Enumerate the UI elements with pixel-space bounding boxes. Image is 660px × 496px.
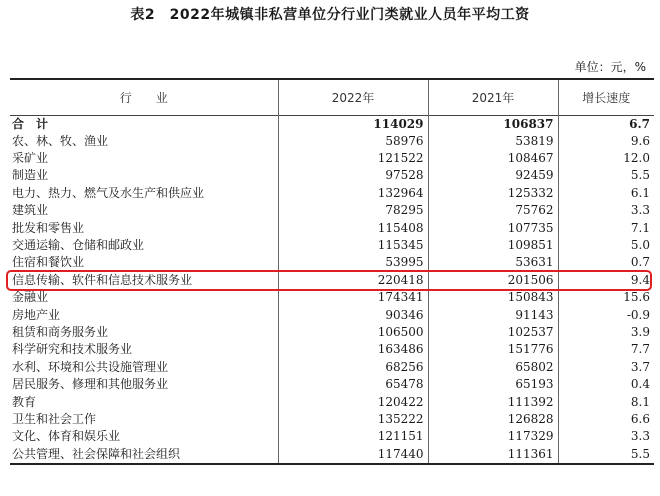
table-row bbox=[10, 376, 654, 393]
value-2022-cell: 220418 bbox=[278, 272, 428, 289]
growth-cell: 6.6 bbox=[558, 411, 654, 428]
growth-cell: 3.3 bbox=[558, 428, 654, 445]
value-2021-cell: 108467 bbox=[428, 150, 558, 167]
table-row bbox=[10, 185, 654, 202]
value-2021-cell: 65193 bbox=[428, 376, 558, 393]
header-industry: 行 业 bbox=[119, 90, 168, 105]
table-row bbox=[10, 306, 654, 323]
growth-cell: 5.5 bbox=[558, 446, 654, 464]
table-row bbox=[10, 167, 654, 184]
industry-cell: 租赁和商务服务业 bbox=[12, 324, 109, 339]
value-2021-cell: 126828 bbox=[428, 411, 558, 428]
growth-cell: 0.4 bbox=[558, 376, 654, 393]
value-2022-cell: 90346 bbox=[278, 306, 428, 323]
growth-cell: 0.7 bbox=[558, 254, 654, 271]
value-2022-cell: 117440 bbox=[278, 446, 428, 464]
wage-table bbox=[10, 78, 654, 465]
industry-cell: 批发和零售业 bbox=[12, 220, 85, 235]
table-row bbox=[10, 150, 654, 167]
industry-cell: 公共管理、社会保障和社会组织 bbox=[12, 446, 181, 461]
value-2022-cell: 163486 bbox=[278, 341, 428, 358]
growth-cell: -0.9 bbox=[558, 306, 654, 323]
value-2022-cell: 115345 bbox=[278, 237, 428, 254]
value-2022-cell: 121151 bbox=[278, 428, 428, 445]
value-2022-cell: 97528 bbox=[278, 167, 428, 184]
table-row bbox=[10, 359, 654, 376]
growth-cell: 9.4 bbox=[558, 272, 654, 289]
table-row bbox=[10, 289, 654, 306]
industry-cell: 科学研究和技术服务业 bbox=[12, 342, 133, 357]
industry-cell: 金融业 bbox=[12, 290, 49, 305]
growth-cell: 12.0 bbox=[558, 150, 654, 167]
table-row bbox=[10, 446, 654, 464]
table-row bbox=[10, 219, 654, 236]
industry-cell: 交通运输、仓储和邮政业 bbox=[12, 238, 145, 253]
value-2021-cell: 111392 bbox=[428, 393, 558, 410]
value-2021-cell: 92459 bbox=[428, 167, 558, 184]
table-row bbox=[10, 133, 654, 150]
table-row bbox=[10, 202, 654, 219]
header-2021: 2021年 bbox=[428, 79, 558, 115]
industry-cell: 制造业 bbox=[12, 168, 49, 183]
value-2021-cell: 150843 bbox=[428, 289, 558, 306]
table-row bbox=[10, 393, 654, 410]
header-2022: 2022年 bbox=[278, 79, 428, 115]
table-row bbox=[10, 411, 654, 428]
growth-cell: 5.5 bbox=[558, 167, 654, 184]
industry-cell: 农、林、牧、渔业 bbox=[12, 133, 109, 148]
value-2022-cell: 106500 bbox=[278, 324, 428, 341]
header-growth: 增长速度 bbox=[558, 79, 654, 115]
value-2022-cell: 120422 bbox=[278, 393, 428, 410]
industry-cell: 居民服务、修理和其他服务业 bbox=[12, 377, 169, 392]
industry-cell: 水利、环境和公共设施管理业 bbox=[12, 359, 169, 374]
industry-cell: 采矿业 bbox=[12, 151, 49, 166]
table-row bbox=[10, 237, 654, 254]
industry-cell: 房地产业 bbox=[12, 307, 61, 322]
growth-cell: 7.1 bbox=[558, 219, 654, 236]
industry-cell: 建筑业 bbox=[12, 203, 49, 218]
table-body bbox=[10, 115, 654, 464]
table-row bbox=[10, 324, 654, 341]
total-row bbox=[10, 115, 654, 133]
value-2021-cell: 65802 bbox=[428, 359, 558, 376]
value-2022-cell: 114029 bbox=[278, 115, 428, 133]
growth-cell: 6.1 bbox=[558, 185, 654, 202]
value-2021-cell: 151776 bbox=[428, 341, 558, 358]
growth-cell: 5.0 bbox=[558, 237, 654, 254]
value-2022-cell: 78295 bbox=[278, 202, 428, 219]
growth-cell: 3.7 bbox=[558, 359, 654, 376]
industry-cell: 住宿和餐饮业 bbox=[12, 255, 85, 270]
unit-note: 单位：元，% bbox=[574, 60, 646, 74]
industry-cell: 合 计 bbox=[12, 116, 49, 131]
growth-cell: 6.7 bbox=[558, 115, 654, 133]
industry-cell: 电力、热力、燃气及水生产和供应业 bbox=[12, 185, 205, 200]
growth-cell: 7.7 bbox=[558, 341, 654, 358]
value-2022-cell: 68256 bbox=[278, 359, 428, 376]
industry-cell: 教育 bbox=[12, 394, 37, 409]
table-row bbox=[10, 254, 654, 271]
value-2022-cell: 65478 bbox=[278, 376, 428, 393]
value-2021-cell: 53819 bbox=[428, 133, 558, 150]
value-2021-cell: 125332 bbox=[428, 185, 558, 202]
value-2021-cell: 107735 bbox=[428, 219, 558, 236]
table-header-row bbox=[10, 79, 654, 115]
value-2021-cell: 53631 bbox=[428, 254, 558, 271]
value-2021-cell: 91143 bbox=[428, 306, 558, 323]
value-2021-cell: 201506 bbox=[428, 272, 558, 289]
value-2022-cell: 135222 bbox=[278, 411, 428, 428]
growth-cell: 9.6 bbox=[558, 133, 654, 150]
industry-cell: 文化、体育和娱乐业 bbox=[12, 429, 121, 444]
value-2022-cell: 121522 bbox=[278, 150, 428, 167]
value-2022-cell: 132964 bbox=[278, 185, 428, 202]
value-2021-cell: 111361 bbox=[428, 446, 558, 464]
growth-cell: 8.1 bbox=[558, 393, 654, 410]
value-2021-cell: 75762 bbox=[428, 202, 558, 219]
value-2021-cell: 102537 bbox=[428, 324, 558, 341]
value-2022-cell: 58976 bbox=[278, 133, 428, 150]
growth-cell: 3.3 bbox=[558, 202, 654, 219]
table-title: 表2 2022年城镇非私营单位分行业门类就业人员年平均工资 bbox=[130, 7, 530, 23]
industry-cell: 卫生和社会工作 bbox=[12, 411, 97, 426]
value-2021-cell: 106837 bbox=[428, 115, 558, 133]
value-2022-cell: 115408 bbox=[278, 219, 428, 236]
value-2021-cell: 117329 bbox=[428, 428, 558, 445]
growth-cell: 15.6 bbox=[558, 289, 654, 306]
industry-cell: 信息传输、软件和信息技术服务业 bbox=[12, 272, 193, 287]
growth-cell: 3.9 bbox=[558, 324, 654, 341]
value-2022-cell: 174341 bbox=[278, 289, 428, 306]
table-row bbox=[10, 272, 654, 289]
table-row bbox=[10, 341, 654, 358]
value-2022-cell: 53995 bbox=[278, 254, 428, 271]
value-2021-cell: 109851 bbox=[428, 237, 558, 254]
table-row bbox=[10, 428, 654, 445]
